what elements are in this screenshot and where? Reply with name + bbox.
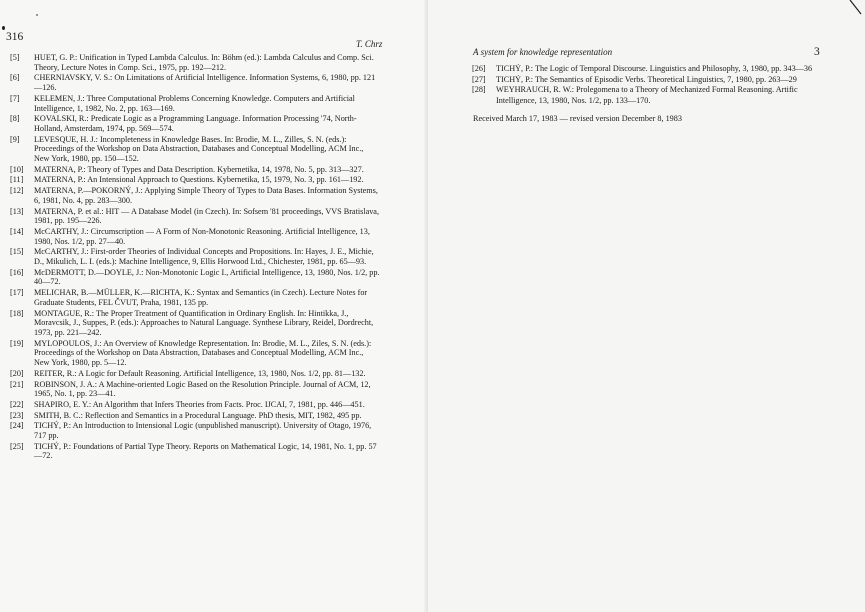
reference-text: KELEMEN, J.: Three Computational Problems Concerning Knowledge. Computers and Artificial Intelligence, 1, 1982, No. 2, pp. 163—169. — [34, 93, 355, 113]
reference-text: TICHÝ, P.: An Introduction to Intensional Logic (unpublished manuscript). University of Otago, 1976, 717 pp. — [34, 421, 372, 441]
reference-text: ROBINSON, J. A.: A Machine-oriented Logic Based on the Resolution Principle. Journal of ACM, 12, 1965, No. 1, pp. 23—41. — [34, 379, 371, 399]
reference-entry — [10, 268, 380, 287]
reference-list — [472, 64, 852, 107]
reference-entry — [10, 309, 380, 338]
reference-number: [19] — [10, 338, 24, 348]
reference-text: SMITH, B. C.: Reflection and Semantics in a Procedural Language. PhD thesis, MIT, 1982, 495 pp. — [34, 410, 362, 420]
reference-text: MELICHAR, B.—MÜLLER, K.—RICHTA, K.: Syntax and Semantics (in Czech). Lecture Notes for Graduate Students, FEL ČVUT, Praha, 1981, 135 pp. — [34, 288, 368, 307]
reference-text: WEYHRAUCH, R. W.: Prolegomena to a Theory of Mechanized Formal Reasoning. Artific — [496, 85, 798, 95]
running-head: T. Chrz — [356, 39, 383, 49]
reference-number: [23] — [10, 410, 24, 420]
reference-text: McCARTHY, J.: Circumscription — A Form of Non-Monotonic Reasoning. Artificial Intelligence, 13, 1980, Nos. 1/2, pp. 27—40. — [34, 226, 370, 246]
reference-number: [11] — [10, 175, 24, 185]
reference-entry — [10, 165, 380, 175]
page-number: 3 — [814, 46, 820, 58]
reference-text: REITER, R.: A Logic for Default Reasoning. Artificial Intelligence, 13, 1980, Nos. 1/2, pp. 81—132. — [34, 368, 366, 378]
reference-list — [10, 53, 380, 462]
running-head: A system for knowledge representation — [473, 47, 613, 57]
reference-text: LEVESQUE, H. J.: Incompleteness in Knowledge Bases. In: Brodie, M. L., Zilles, S. N. (eds.): Proceedings of the Workshop on Data Abstraction, Databases and Conceptual Modelling, ACM Inc., New York, 1980, pp. 150—152. — [34, 134, 364, 164]
reference-number: [6] — [10, 73, 20, 83]
reference-entry — [10, 247, 380, 266]
scan-speck — [36, 14, 38, 16]
reference-text: MATERNA, P.: Theory of Types and Data Description. Kybernetika, 14, 1978, No. 5, pp. 313—327. — [34, 164, 364, 174]
reference-number: [15] — [10, 247, 24, 257]
reference-text: MATERNA, P.: An Intensional Approach to Questions. Kybernetika, 15, 1979, No. 3, pp. 161—192. — [34, 175, 364, 185]
reference-number: [22] — [10, 399, 24, 409]
reference-entry — [10, 411, 380, 421]
reference-entry — [10, 94, 380, 113]
reference-entry — [10, 227, 380, 246]
reference-entry — [10, 175, 380, 185]
reference-text: Intelligence, 13, 1980, Nos. 1/2, pp. 133—170. — [496, 96, 651, 106]
reference-number: [12] — [10, 186, 24, 196]
reference-text: MATERNA, P.—POKORNÝ, J.: Applying Simple Theory of Types to Data Bases. Information Systems, 6, 1981, No. 4, pp. 283—300. — [34, 186, 378, 205]
reference-entry — [10, 114, 380, 133]
received-date-note: Received March 17, 1983 — revised version December 8, 1983 — [473, 114, 682, 123]
reference-entry — [10, 73, 380, 92]
reference-text: TICHÝ, P.: Foundations of Partial Type Theory. Reports on Mathematical Logic, 14, 1981, No. 1, pp. 57—72. — [34, 441, 377, 461]
page-edge-mark — [849, 0, 863, 16]
reference-entry — [10, 380, 380, 399]
reference-entry — [10, 400, 380, 410]
reference-number: [8] — [10, 114, 20, 124]
page-number: 316 — [6, 31, 24, 43]
reference-text: CHERNIAVSKY, V. S.: On Limitations of Artificial Intelligence. Information Systems, 6, 1980, pp. 121—126. — [34, 73, 376, 93]
reference-text: SHAPIRO, E. Y.: An Algorithm that Infers Theories from Facts. Proc. IJCAI, 7, 1981, pp. 446—451. — [34, 399, 365, 409]
right-page — [428, 0, 865, 612]
reference-number: [13] — [10, 206, 24, 216]
reference-number: [21] — [10, 379, 24, 389]
reference-number: [20] — [10, 368, 24, 378]
reference-number: [17] — [10, 288, 24, 298]
reference-number: [25] — [10, 441, 24, 451]
reference-text: MATERNA, P. et al.: HIT — A Database Model (in Czech). In: Sofsem '81 proceedings, VVS Bratislava, 1981, pp. 195—226. — [34, 206, 379, 226]
reference-number: [28] — [472, 85, 486, 95]
reference-text: KOVALSKI, R.: Predicate Logic as a Programming Language. Information Processing '74, North-Holland, Amsterdam, 1974, pp. 569—574. — [34, 114, 357, 133]
reference-text: TICHÝ, P.: The Semantics of Episodic Verbs. Theoretical Linguistics, 7, 1980, pp. 263—29 — [496, 74, 797, 84]
left-page — [0, 0, 428, 612]
reference-number: [9] — [10, 134, 20, 144]
reference-entry — [10, 53, 380, 72]
reference-text: HUET, G. P.: Unification in Typed Lambda Calculus. In: Böhm (ed.): Lambda Calculus and Comp. Sci. Theory, Lecture Notes in Comp. Sci., 1975, pp. 192—212. — [34, 53, 374, 72]
reference-entry — [472, 64, 852, 74]
reference-entry — [10, 442, 380, 461]
reference-number: [14] — [10, 226, 24, 236]
reference-entry — [472, 85, 852, 95]
reference-entry — [472, 96, 852, 106]
reference-number: [10] — [10, 164, 24, 174]
reference-number: [26] — [472, 64, 486, 73]
reference-number: [5] — [10, 53, 20, 62]
reference-text: TICHÝ, P.: The Logic of Temporal Discourse. Linguistics and Philosophy, 3, 1980, pp. 343—36 — [496, 64, 813, 73]
reference-entry — [472, 75, 852, 85]
reference-number: [7] — [10, 93, 20, 103]
reference-number: [27] — [472, 74, 486, 84]
reference-text: MONTAGUE, R.: The Proper Treatment of Quantification in Ordinary English. In: Hintikka, J., Moravcsik, J., Suppes, P. (eds.): Approaches to Natural Language. Synthese Library, Reidel, Dordrecht, 1973, pp. 221—242. — [34, 308, 374, 337]
reference-entry — [10, 135, 380, 164]
reference-entry — [10, 207, 380, 226]
reference-entry — [10, 186, 380, 205]
reference-text: McCARTHY, J.: First-order Theories of Individual Concepts and Propositions. In: Hayes, J. E., Michie, D., Mikulich, L. I. (eds.): Machine Intelligence, 9, Ellis Horwood Ltd., Chichester, 1981, pp. 65—93. — [34, 247, 374, 267]
reference-number: [16] — [10, 267, 24, 277]
reference-text: McDERMOTT, D.—DOYLE, J.: Non-Monotonic Logic I., Artificial Intelligence, 13, 1980, Nos. 1/2, pp. 40—72. — [34, 267, 380, 287]
scan-speck — [2, 26, 5, 30]
reference-entry — [10, 421, 380, 440]
reference-entry — [10, 339, 380, 368]
reference-text: MYLOPOULOS, J.: An Overview of Knowledge Representation. In: Brodie, M. L., Ziles, S. N. (eds.): Proceedings of the Workshop on Data Abstraction, Databases and Conceptual Modelling, ACM Inc., New York, 1980, pp. 5—12. — [34, 338, 372, 368]
reference-number: [24] — [10, 421, 24, 431]
reference-number: [18] — [10, 308, 24, 318]
reference-entry — [10, 369, 380, 379]
reference-entry — [10, 288, 380, 307]
